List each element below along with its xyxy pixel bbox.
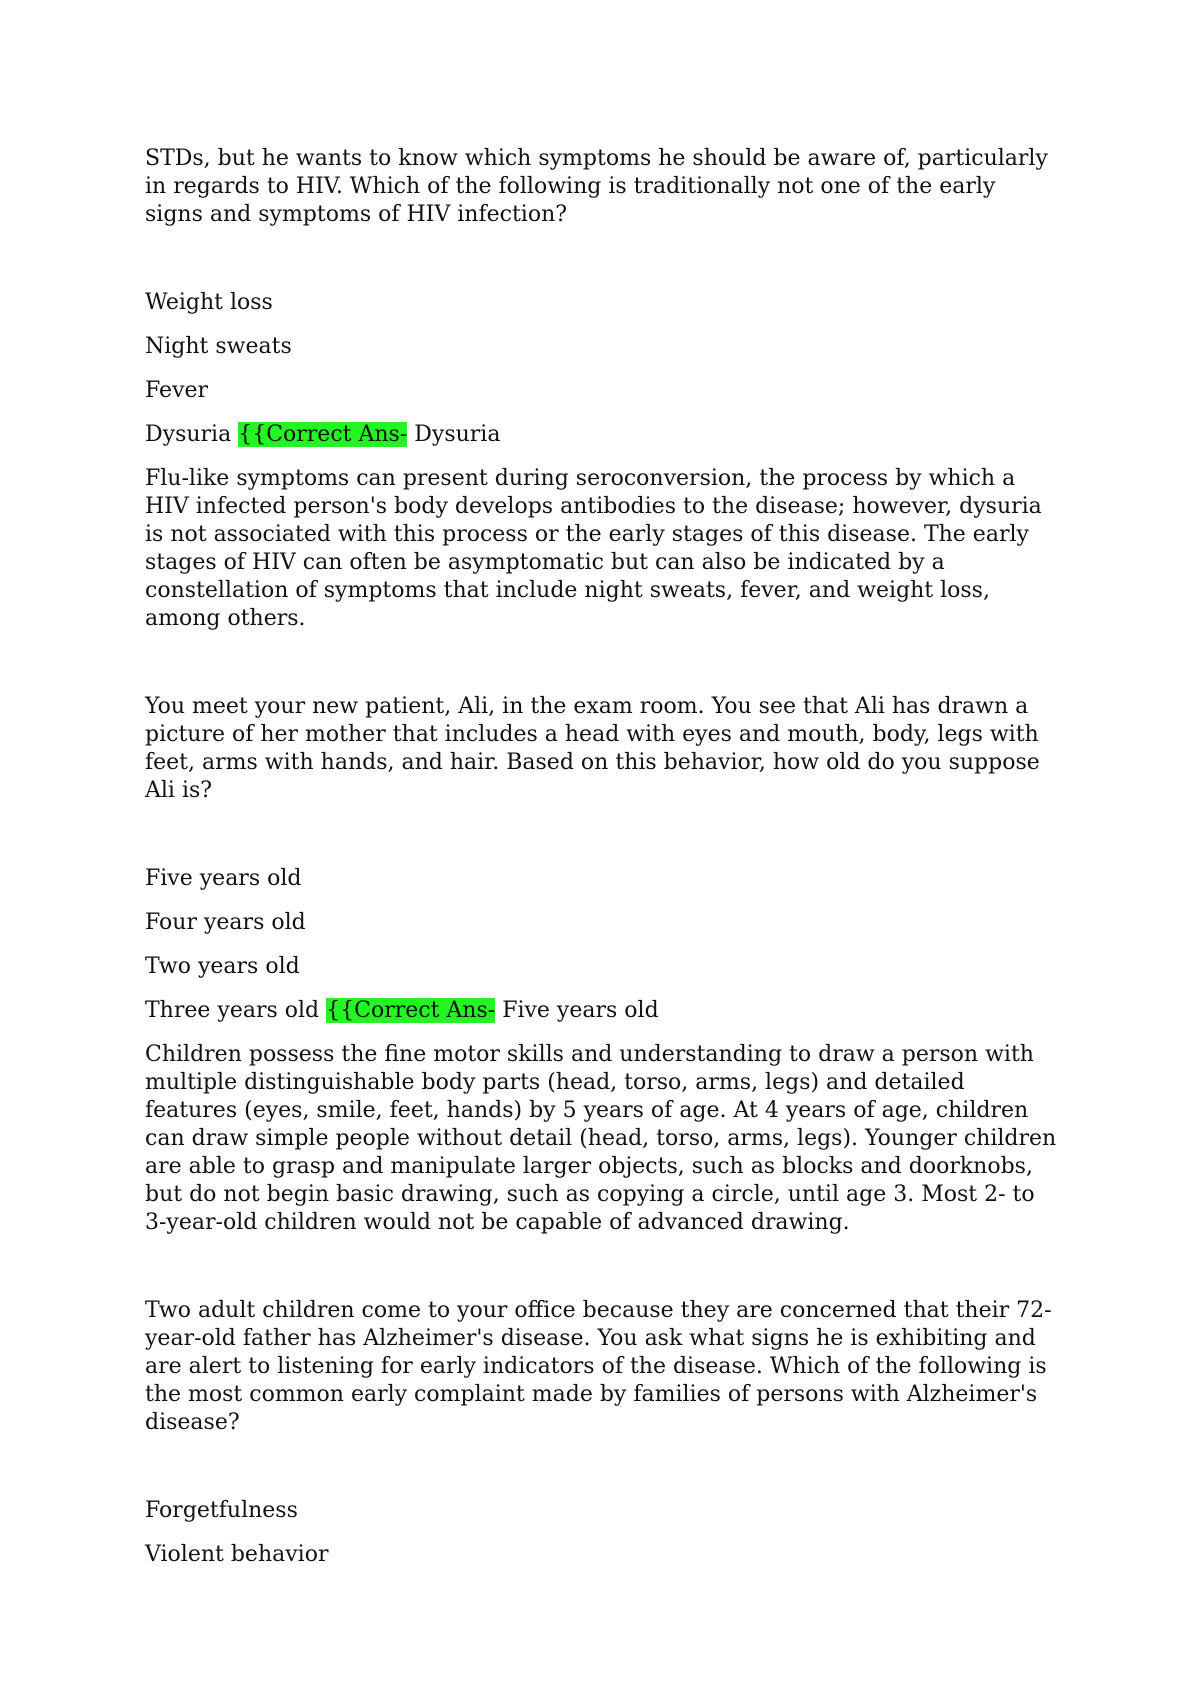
answer-option: Night sweats [145,334,292,359]
answer-option: Dysuria [145,422,232,447]
correct-answer-marker: {{Correct Ans- [238,422,408,447]
answer-option: Five years old [145,866,302,891]
rationale: Children possess the fine motor skills and understanding to draw a person with multiple distinguishable body parts (head, torso, arms, legs) and detailed features (eyes, smile, feet, hands) by 5 years of age. At 4 years of age, children can draw simple people without detail (head, torso, arms, legs). Younger children are able to grasp and manipulate larger objects, such as blocks and doorknobs, but do not begin basic drawing, such as copying a circle, until age 3. Most 2- to 3-year-old children would not be capable of advanced drawing. [145,1042,1057,1235]
answer-option: Two years old [145,954,300,979]
page-content [145,145,1060,1585]
correct-answer: Five years old [502,998,659,1023]
correct-answer-marker: {{Correct Ans- [326,998,496,1023]
answer-option: Forgetfulness [145,1498,298,1523]
question-stem: You meet your new patient, Ali, in the exam room. You see that Ali has drawn a picture of her mother that includes a head with eyes and mouth, body, legs with feet, arms with hands, and hair. Based on this behavior, how old do you suppose Ali is? [145,694,1040,803]
answer-option: Weight loss [145,290,273,315]
answer-line [145,997,1060,1025]
correct-answer: Dysuria [414,422,501,447]
question-stem: STDs, but he wants to know which symptoms he should be aware of, particularly in regards to HIV. Which of the following is traditionally not one of the early signs and symptoms of HIV infection? [145,146,1048,227]
answer-option: Fever [145,378,209,403]
question-stem: Two adult children come to your office because they are concerned that their 72-year-old father has Alzheimer's disease. You ask what signs he is exhibiting and are alert to listening for early indicators of the disease. Which of the following is the most common early complaint made by families of persons with Alzheimer's disease? [145,1298,1052,1435]
answer-option: Violent behavior [145,1542,329,1567]
answer-option: Four years old [145,910,306,935]
answer-line [145,421,1060,449]
answer-option: Three years old [145,998,320,1023]
rationale: Flu-like symptoms can present during seroconversion, the process by which a HIV infected person's body develops antibodies to the disease; however, dysuria is not associated with this process or the early stages of this disease. The early stages of HIV can often be asymptomatic but can also be indicated by a constellation of symptoms that include night sweats, fever, and weight loss, among others. [145,466,1042,631]
